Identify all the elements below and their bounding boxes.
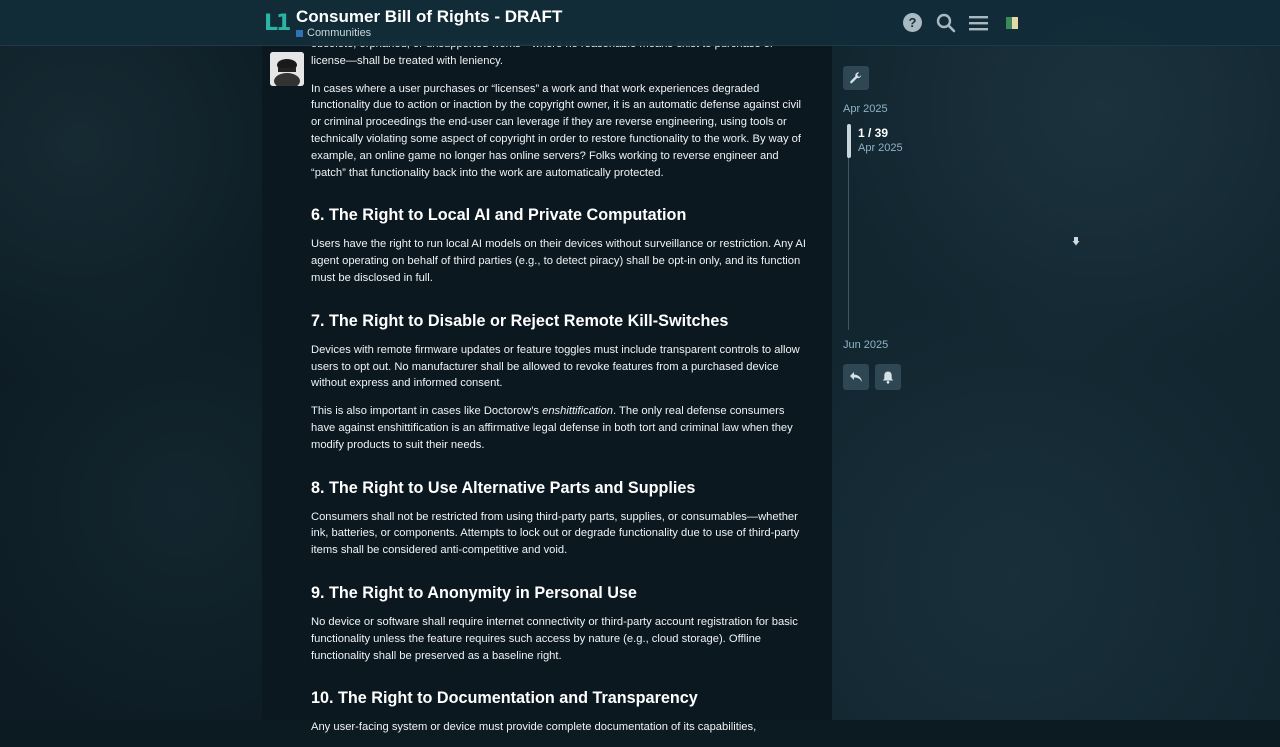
help-icon[interactable]: ? — [902, 12, 923, 33]
wrench-icon — [849, 71, 863, 85]
category-color-square — [296, 30, 303, 37]
timeline-handle[interactable] — [847, 124, 851, 158]
header-icons — [902, 12, 1022, 33]
paragraph: Any user-facing system or device must provide complete documentation of its capabilities, — [311, 721, 757, 734]
section-heading: 6. The Right to Local AI and Private Computation — [311, 206, 687, 225]
timeline-end-date[interactable]: Jun 2025 — [843, 339, 889, 351]
paragraph: license—shall be treated with leniency. — [311, 54, 503, 67]
section-heading: 10. The Right to Documentation and Transparency — [311, 689, 698, 708]
topic-admin-button[interactable] — [843, 66, 869, 90]
timeline-position: 1 / 39 — [858, 126, 889, 140]
topic-title[interactable]: Consumer Bill of Rights - DRAFT — [296, 7, 563, 26]
text-span: This is also important in cases like Doctorow’s — [311, 405, 543, 418]
paragraph — [311, 403, 811, 453]
timeline-start-date[interactable]: Apr 2025 — [843, 103, 888, 115]
category-badge[interactable] — [296, 27, 371, 39]
section-heading: 8. The Right to Use Alternative Parts and Supplies — [311, 478, 696, 497]
hamburger-menu-icon[interactable] — [968, 12, 989, 33]
site-header — [0, 0, 1280, 46]
post-author-avatar[interactable] — [270, 52, 304, 86]
background-left — [0, 0, 262, 720]
reply-button[interactable] — [843, 364, 869, 390]
paragraph: In cases where a user purchases or “licenses” a work and that work experiences degraded functionality due to action or inaction by the copyright owner, it is an automatic defense against civil or criminal proceedings the end-user can leverage if they are reverse engineering, using tools or technically violating some aspect of copyright in order to restore functionality to the work. By way of example, an online game no longer has online servers? Folks working to reverse engineer and “patch” that functionality back into the work are automatically protected. — [311, 82, 802, 179]
timeline-position-date: Apr 2025 — [858, 142, 903, 154]
user-avatar-icon[interactable] — [1001, 12, 1022, 33]
paragraph: Users have the right to run local AI models on their devices without surveillance or restriction. Any AI agent operating on behalf of third parties (e.g., to detect piracy) shall be opt-in only, and its function must be disclosed in full. — [311, 238, 806, 284]
notification-button[interactable] — [875, 364, 901, 390]
paragraph: Consumers shall not be restricted from using third-party parts, supplies, or consumables—whether ink, batteries, or components. Attempts to lock out or degrade functionality due to use of third-party items shall be considered anti-competitive and void. — [311, 510, 800, 557]
text-span: . The only real defense consumers have against enshittification is an affirmative legal defense in both tort and criminal law when they modify products to suit their needs. — [311, 405, 793, 451]
emphasis-text: enshittification — [542, 405, 613, 418]
paragraph: Devices with remote firmware updates or feature toggles must include transparent controls to allow users to opt out. No manufacturer shall be allowed to revoke features from a purchased device without express and informed consent. — [311, 343, 800, 390]
bell-icon — [882, 371, 894, 384]
reply-icon — [849, 371, 863, 383]
section-heading: 9. The Right to Anonymity in Personal Use — [311, 583, 637, 602]
background-right — [832, 0, 1280, 720]
post-body — [311, 36, 811, 747]
category-label: Communities — [307, 27, 372, 39]
site-logo[interactable]: L1 — [264, 11, 290, 36]
section-heading: 7. The Right to Disable or Reject Remote Kill-Switches — [311, 311, 729, 330]
paragraph: No device or software shall require internet connectivity or third-party account registration for basic functionality unless the feature requires such access by nature (e.g., cloud storage). Offline functionality shall be preserved as a baseline right. — [311, 615, 798, 662]
search-icon[interactable] — [935, 12, 956, 33]
mouse-cursor-icon — [1072, 236, 1080, 246]
